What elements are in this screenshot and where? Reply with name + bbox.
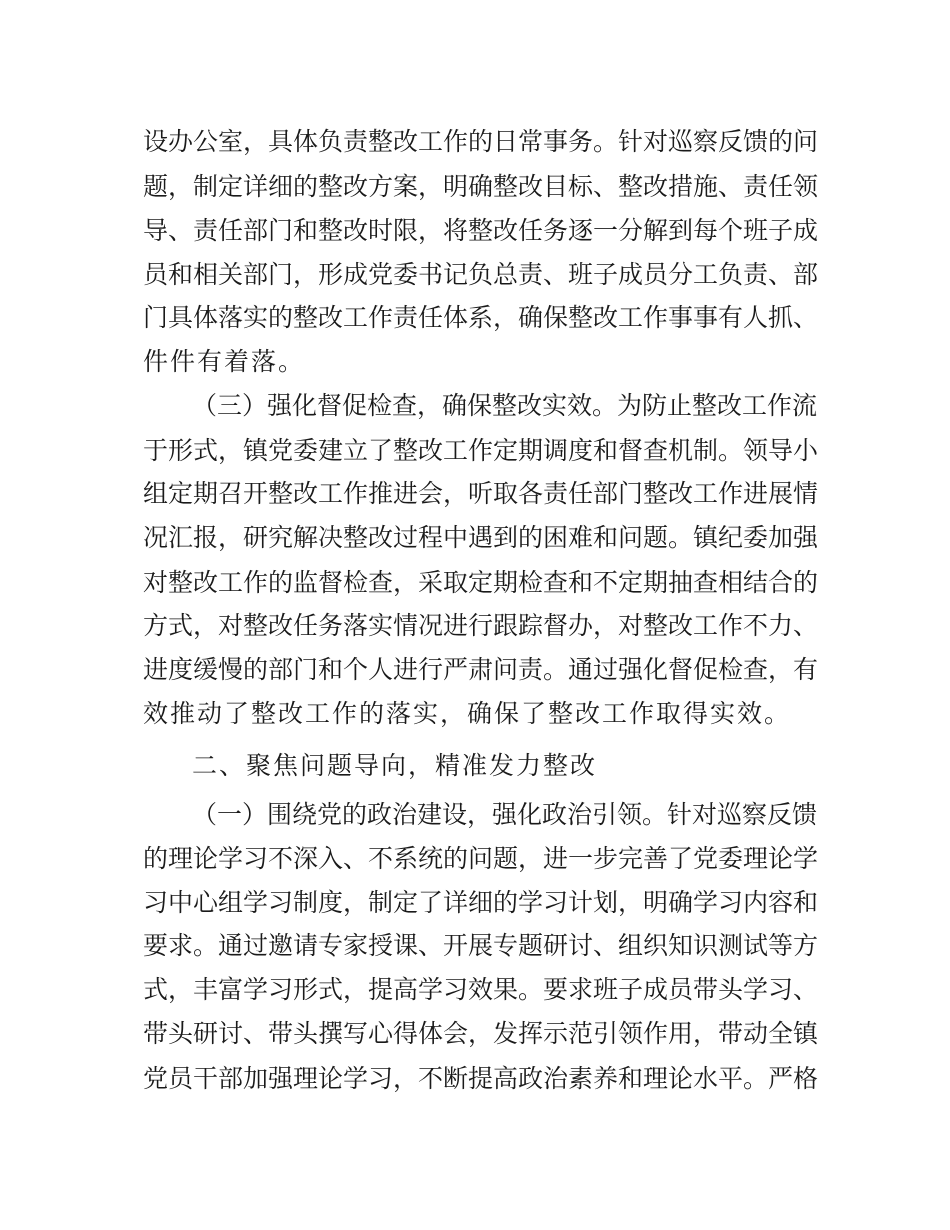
body-text-line: 题，制定详细的整改方案，明确整改目标、整改措施、责任领 <box>143 172 819 201</box>
body-text-line: 况汇报，研究解决整改过程中遇到的困难和问题。镇纪委加强 <box>143 523 819 552</box>
body-text-line: 效推动了整改工作的落实，确保了整改工作取得实效。 <box>143 699 792 728</box>
body-text-line: 方式，对整改任务落实情况进行跟踪督办，对整改工作不力、 <box>143 611 819 640</box>
body-text-line: 件件有着落。 <box>143 347 306 376</box>
body-text-line: 的理论学习不深入、不系统的问题，进一步完善了党委理论学 <box>143 844 819 873</box>
body-text-line: 员和相关部门，形成党委书记负总责、班子成员分工负责、部 <box>143 260 819 289</box>
body-text-line: 要求。通过邀请专家授课、开展专题研讨、组织知识测试等方 <box>143 931 819 960</box>
body-text-line: 带头研讨、带头撰写心得体会，发挥示范引领作用，带动全镇 <box>143 1019 819 1048</box>
section-heading: 二、聚焦问题导向，精准发力整改 <box>192 751 598 780</box>
body-text-line: 对整改工作的监督检查，采取定期检查和不定期抽查相结合的 <box>143 568 819 597</box>
body-text-line: 党员干部加强理论学习，不断提高政治素养和理论水平。严格 <box>143 1064 819 1093</box>
body-text-line: 于形式，镇党委建立了整改工作定期调度和督查机制。领导小 <box>143 436 819 465</box>
body-text-line: 式，丰富学习形式，提高学习效果。要求班子成员带头学习、 <box>143 975 819 1004</box>
body-text-line: 设办公室，具体负责整改工作的日常事务。针对巡察反馈的问 <box>143 127 819 156</box>
body-text-line: 门具体落实的整改工作责任体系，确保整改工作事事有人抓、 <box>143 303 819 332</box>
body-text-line: 进度缓慢的部门和个人进行严肃问责。通过强化督促检查，有 <box>143 655 819 684</box>
subsection-heading-line: （一）围绕党的政治建设，强化政治引领。针对巡察反馈 <box>192 800 818 829</box>
body-text-line: 组定期召开整改工作推进会，听取各责任部门整改工作进展情 <box>143 479 819 508</box>
body-text-line: 习中心组学习制度，制定了详细的学习计划，明确学习内容和 <box>143 888 819 917</box>
subsection-heading-line: （三）强化督促检查，确保整改实效。为防止整改工作流 <box>192 391 818 420</box>
body-text-line: 导、责任部门和整改时限，将整改任务逐一分解到每个班子成 <box>143 216 819 245</box>
